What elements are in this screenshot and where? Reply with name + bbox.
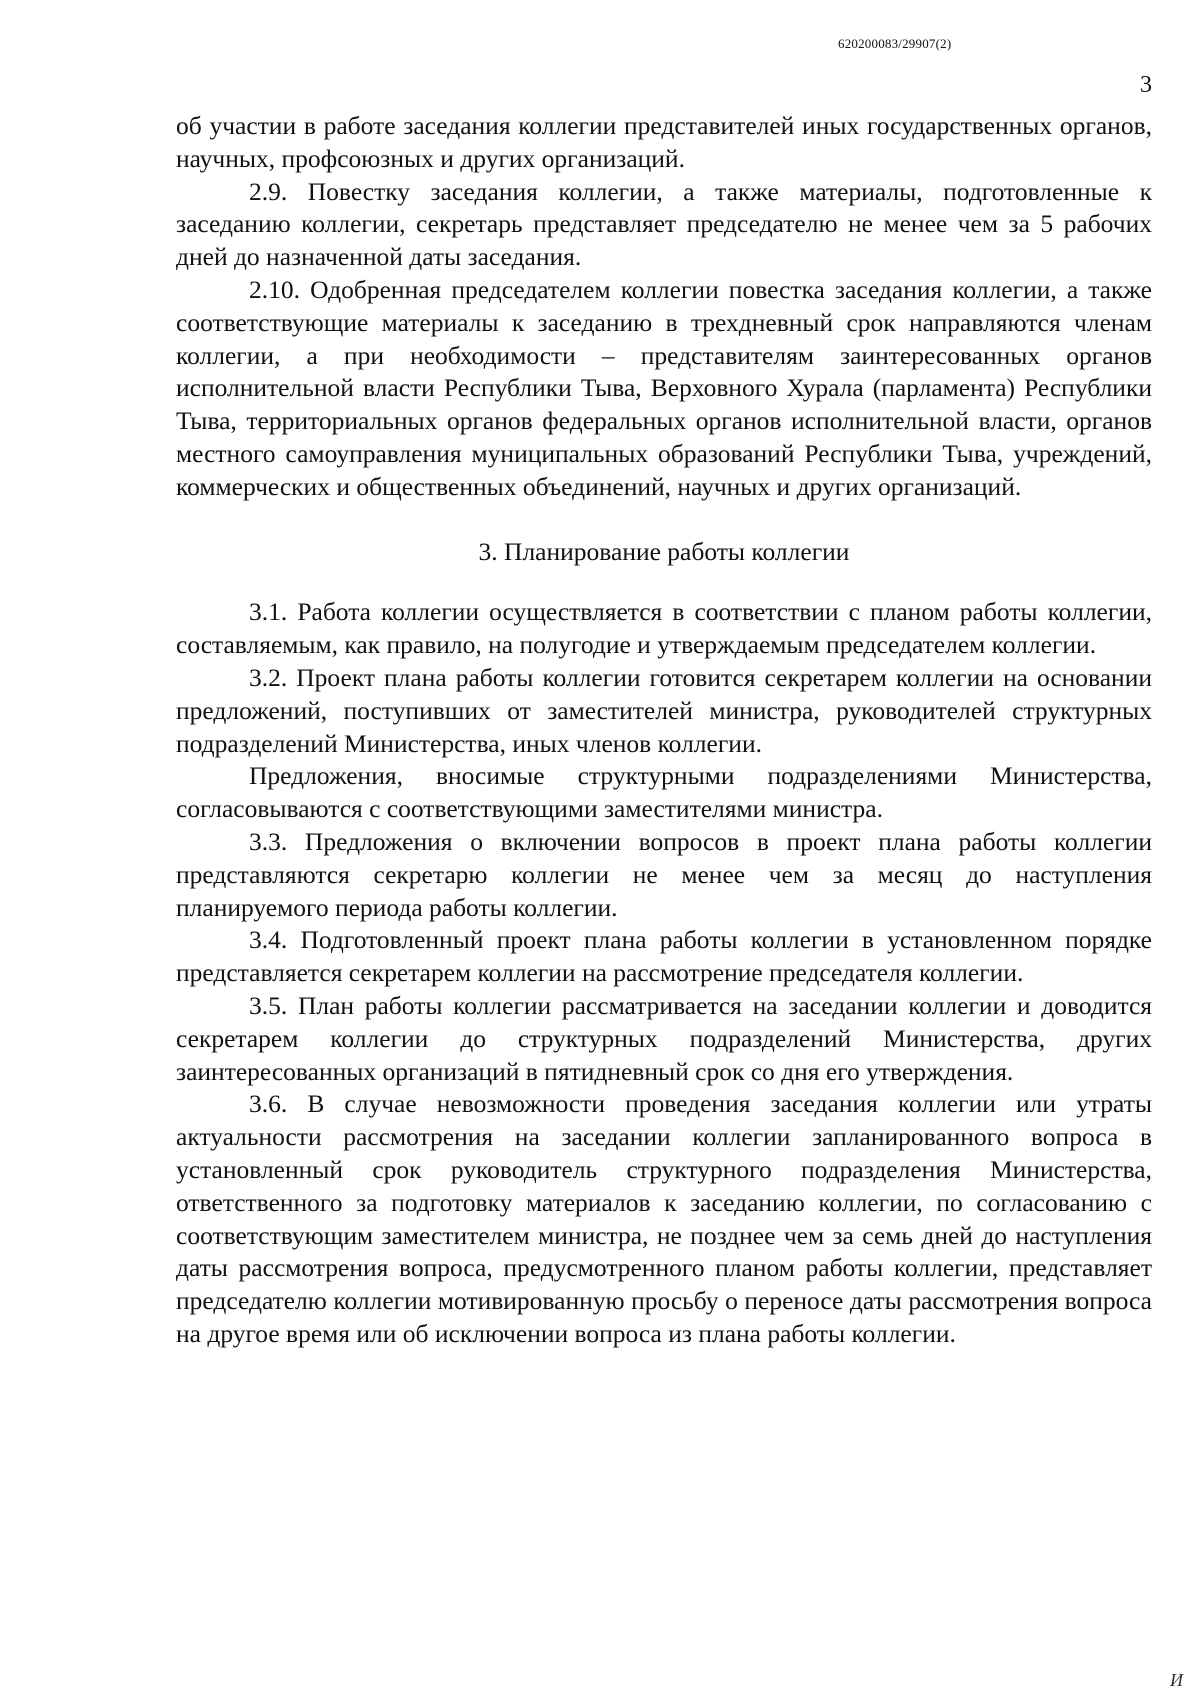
document-body — [176, 110, 1152, 1351]
paragraph-continuation: об участии в работе заседания коллегии представителей иных государственных органов, научных, профсоюзных и других организаций. — [176, 111, 1152, 173]
section-3-title: 3. Планирование работы коллегии — [478, 536, 850, 566]
paragraph-2-10: 2.10. Одобренная председателем коллегии повестка заседания коллегии, а также соответствующие материалы к заседанию в трехдневный срок направляются членам коллегии, а при необходимости – представителям заинтересованных органов исполнительной власти Республики Тыва, Верховного Хурала (парламента) Республики Тыва, территориальных органов федеральных органов исполнительной власти, органов местного самоуправления муниципальных образований Республики Тыва, учреждений, коммерческих и общественных объединений, научных и других организаций. — [176, 274, 1152, 501]
paragraph-3-1: 3.1. Работа коллегии осуществляется в соответствии с планом работы коллегии, составляемым, как правило, на полугодие и утверждаемым председателем коллегии. — [176, 597, 1152, 660]
paragraph-3-4: 3.4. Подготовленный проект плана работы коллегии в установленном порядке представляется секретарем коллегии на рассмотрение председателя коллегии. — [176, 925, 1152, 988]
paragraph-3-2: 3.2. Проект плана работы коллегии готовится секретарем коллегии на основании предложений, поступивших от заместителей министра, руководителей структурных подразделений Министерства, иных членов коллегии. — [176, 662, 1152, 758]
page-number: 3 — [1140, 72, 1152, 98]
paragraph-3-3: 3.3. Предложения о включении вопросов в проект плана работы коллегии представляются секретарю коллегии не менее чем за месяц до наступления планируемого периода работы коллегии. — [176, 826, 1152, 922]
paragraph-3-6: 3.6. В случае невозможности проведения заседания коллегии или утраты актуальности рассмотрения на заседании коллегии запланированного вопроса в установленный срок руководитель структурного подразделения Министерства, ответственного за подготовку материалов к заседанию коллегии, по согласованию с соответствующим заместителем министра, не позднее чем за семь дней до наступления даты рассмотрения вопроса, предусмотренного планом работы коллегии, представляет председателю коллегии мотивированную просьбу о переносе даты рассмотрения вопроса на другое время или об исключении вопроса из плана работы коллегии. — [176, 1089, 1152, 1348]
document-id: 620200083/29907(2) — [838, 36, 952, 51]
paragraph-3-2-proposals: Предложения, вносимые структурными подразделениями Министерства, согласовываются с соответствующими заместителями министра. — [176, 761, 1152, 824]
paragraph-3-5: 3.5. План работы коллегии рассматривается на заседании коллегии и доводится секретарем коллегии до структурных подразделений Министерства, других заинтересованных организаций в пятидневный срок со дня его утверждения. — [176, 990, 1152, 1086]
corner-mark: И — [1170, 1670, 1183, 1690]
paragraph-2-9: 2.9. Повестку заседания коллегии, а также материалы, подготовленные к заседанию коллегии, секретарь представляет председателю не менее чем за 5 рабочих дней до назначенной даты заседания. — [176, 176, 1152, 272]
